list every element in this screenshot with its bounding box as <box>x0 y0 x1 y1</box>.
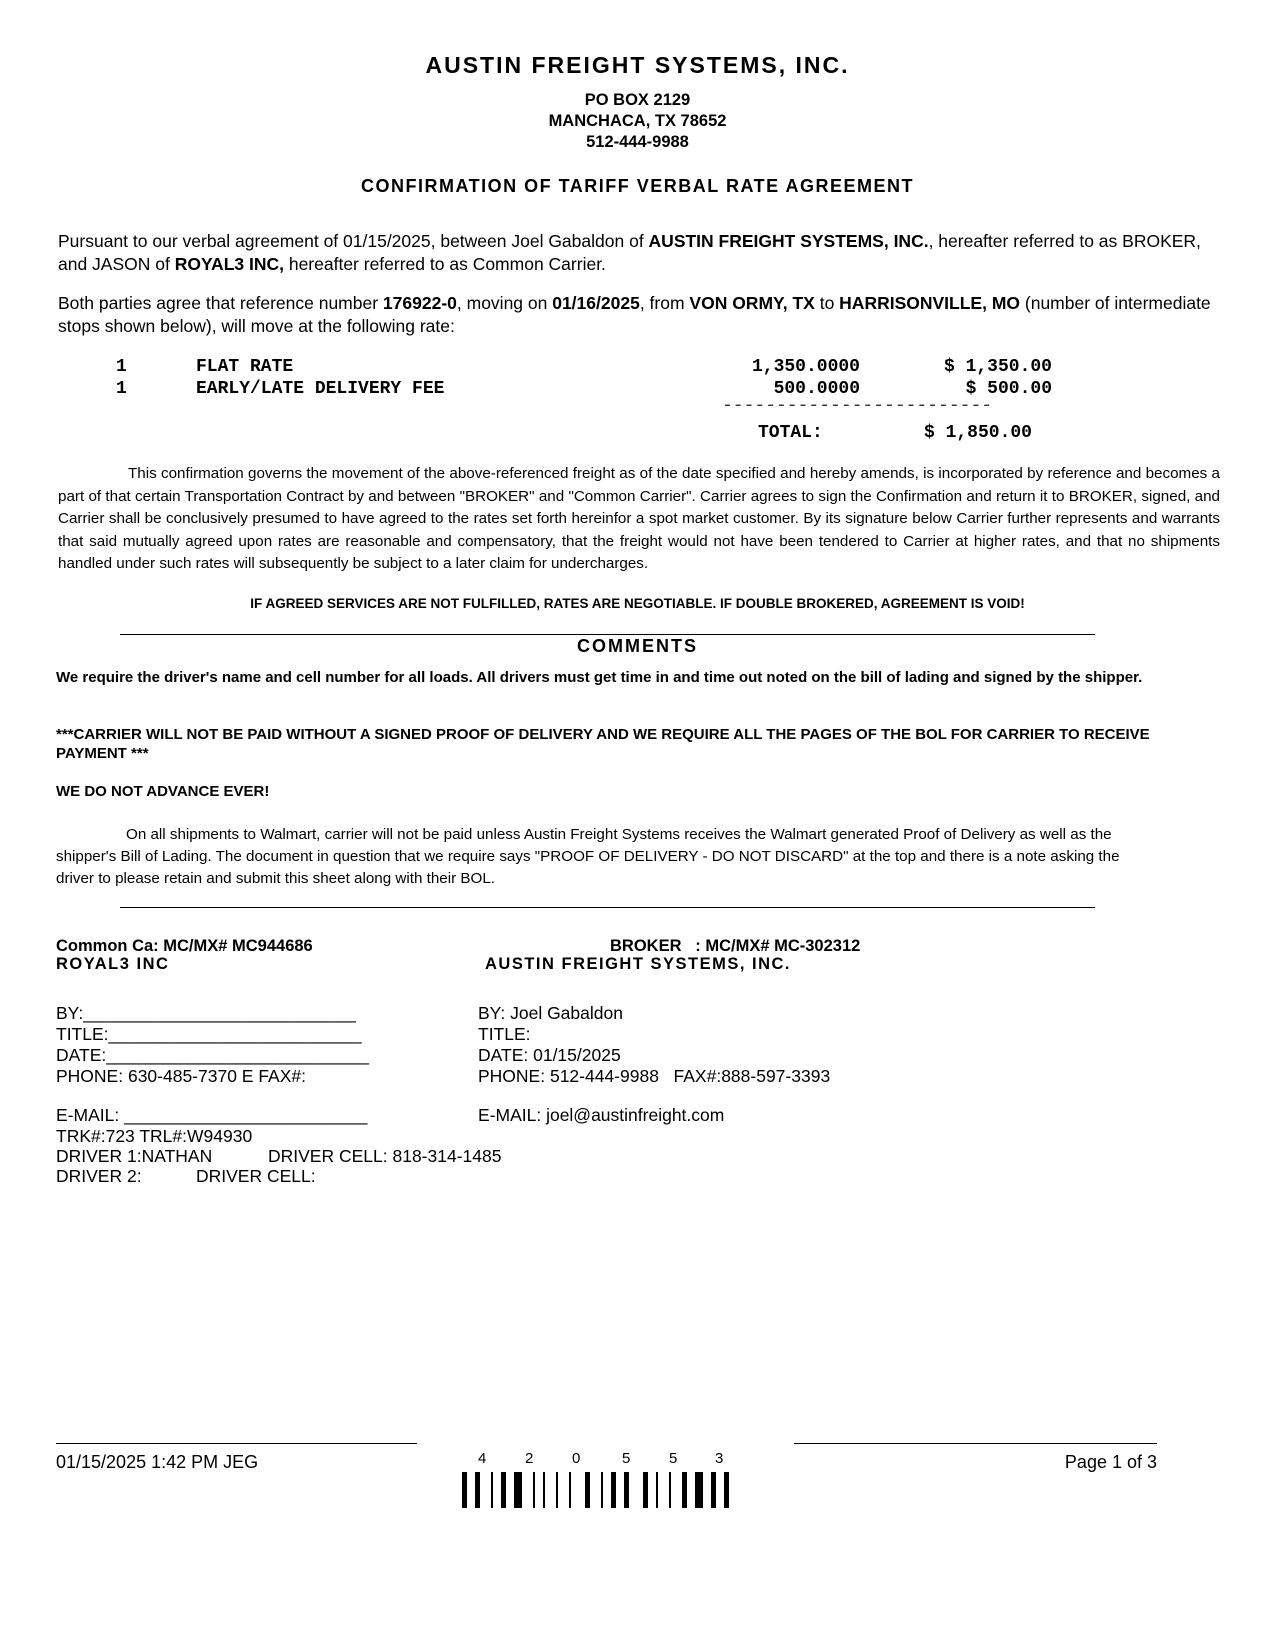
barcode-bar <box>643 1472 648 1508</box>
broker-phone-fax: PHONE: 512-444-9988 FAX#:888-597-3393 <box>478 1066 831 1086</box>
rate-table <box>0 357 1275 447</box>
city-state-zip: MANCHACA, TX 78652 <box>548 112 727 130</box>
carrier-mc-number: Common Ca: MC/MX# MC944686 <box>56 937 313 955</box>
shipment-paragraph <box>58 292 1218 338</box>
shipment-text: Both parties agree that reference number <box>58 293 383 313</box>
broker-mc-number: BROKER : MC/MX# MC-302312 <box>610 937 861 955</box>
barcode-bar <box>533 1472 535 1508</box>
barcode-bar <box>711 1472 716 1508</box>
barcode-bar <box>462 1472 467 1508</box>
barcode-bars <box>462 1472 748 1508</box>
agreement-text: , hereafter referred to as BROKER, and JASON of <box>58 231 1201 274</box>
divider <box>120 634 1095 635</box>
barcode-bar <box>514 1472 522 1508</box>
barcode-bar <box>724 1472 729 1508</box>
broker-name-inline: AUSTIN FREIGHT SYSTEMS, INC. <box>648 231 929 251</box>
broker-email: E-MAIL: joel@austinfreight.com <box>478 1105 725 1125</box>
terms-paragraph: This confirmation governs the movement of the above-referenced freight as of the date specified and hereby amends, is incorporated by reference and becomes a part of that certain Transportation Contract by and between "BROKER" and "Common Carrier". Carrier agrees to sign the Confirmation and return it to BROKER, signed, and Carrier shall be conclusively presumed to have agreed to the rates set forth hereinfor a spot market customer. By its signature below Carrier further represents and warrants that said mutually agreed upon rates are reasonable and compensatory, that the freight would not have been tendered to Carrier at higher rates, and that no shipments handled under such rates will subsequently be subject to a later claim for undercharges. <box>58 465 1220 572</box>
broker-date: DATE: 01/15/2025 <box>478 1045 621 1065</box>
shipment-text: to <box>814 293 840 313</box>
footer-rule-left <box>56 1443 417 1444</box>
comments-title: COMMENTS <box>577 636 698 656</box>
terms-warning: IF AGREED SERVICES ARE NOT FULFILLED, RATES ARE NEGOTIABLE. IF DOUBLE BROKERED, AGREEMENT IS VOID! <box>250 596 1025 611</box>
driver-1-name: DRIVER 1:NATHAN <box>56 1146 213 1166</box>
driver-1-cell: DRIVER CELL: 818-314-1485 <box>268 1146 502 1166</box>
agreement-text: hereafter referred to as Common Carrier. <box>283 254 606 274</box>
broker-by: BY: Joel Gabaldon <box>478 1003 623 1023</box>
barcode <box>462 1450 748 1510</box>
total-amount: $ 1,850.00 <box>923 423 1032 443</box>
barcode-bar <box>656 1472 658 1508</box>
print-timestamp: 01/15/2025 1:42 PM JEG <box>56 1452 259 1472</box>
carrier-name: ROYAL3 INC <box>56 955 170 973</box>
rate-description: FLAT RATE <box>196 357 294 377</box>
barcode-bar <box>501 1472 506 1508</box>
barcode-bar <box>491 1472 493 1508</box>
truck-trailer-numbers: TRK#:723 TRL#:W94930 <box>56 1126 253 1146</box>
agreement-paragraph <box>58 230 1218 276</box>
carrier-name-inline: ROYAL3 INC, <box>174 254 284 274</box>
barcode-bar <box>611 1472 616 1508</box>
broker-title: TITLE: <box>478 1024 531 1044</box>
carrier-title-field[interactable]: TITLE:__________________________ <box>56 1024 362 1044</box>
divider <box>120 907 1095 908</box>
barcode-bar <box>682 1472 687 1508</box>
carrier-by-field[interactable]: BY:____________________________ <box>56 1003 356 1023</box>
comment-no-advance: WE DO NOT ADVANCE EVER! <box>56 783 270 800</box>
barcode-bar <box>556 1472 558 1508</box>
carrier-email-field[interactable]: E-MAIL: _________________________ <box>56 1105 368 1125</box>
company-name: AUSTIN FREIGHT SYSTEMS, INC. <box>425 52 850 78</box>
broker-name: AUSTIN FREIGHT SYSTEMS, INC. <box>485 955 792 973</box>
comment-proof-of-delivery: ***CARRIER WILL NOT BE PAID WITHOUT A SIGNED PROOF OF DELIVERY AND WE REQUIRE ALL THE PAGES OF THE BOL FOR CARRIER TO RECEIVE PAYMENT *** <box>56 726 1150 762</box>
carrier-phone: PHONE: 630-485-7370 E FAX#: <box>56 1066 306 1086</box>
barcode-digit: 2 <box>525 1450 534 1467</box>
shipment-text: , moving on <box>456 293 553 313</box>
footer-rule-right <box>794 1443 1157 1444</box>
comment-walmart: On all shipments to Walmart, carrier will not be paid unless Austin Freight Systems receives the Walmart generated Proof of Delivery as well as the shipper's Bill of Lading. The document in question that we require says "PROOF OF DELIVERY - DO NOT DISCARD" at the top and there is a note asking the driver to please retain and submit this sheet along with their BOL. <box>56 826 1120 887</box>
comment-driver-info: We require the driver's name and cell number for all loads. All drivers must get time in and time out noted on the bill of lading and signed by the shipper. <box>56 669 1143 686</box>
document-title: CONFIRMATION OF TARIFF VERBAL RATE AGREEMENT <box>361 176 914 196</box>
barcode-digit: 3 <box>715 1450 724 1467</box>
barcode-bar <box>585 1472 590 1508</box>
rate-qty: 1 <box>116 379 127 399</box>
reference-number: 176922-0 <box>382 293 457 313</box>
barcode-bar <box>695 1472 703 1508</box>
barcode-digit: 5 <box>669 1450 678 1467</box>
rate-qty: 1 <box>116 357 127 377</box>
barcode-bar <box>543 1472 545 1508</box>
rate-value: 1,350.0000 <box>751 357 860 377</box>
po-box: PO BOX 2129 <box>584 91 691 109</box>
page-number: Page 1 of 3 <box>1064 1452 1157 1472</box>
agreement-text: Pursuant to our verbal agreement of 01/15/2025, between Joel Gabaldon of <box>58 231 649 251</box>
barcode-digits <box>462 1450 748 1466</box>
rate-amount: $ 1,350.00 <box>943 357 1052 377</box>
rate-value: 500.0000 <box>773 379 860 399</box>
barcode-bar <box>569 1472 571 1508</box>
barcode-bar <box>669 1472 671 1508</box>
barcode-digit: 5 <box>622 1450 631 1467</box>
barcode-digit: 0 <box>572 1450 581 1467</box>
barcode-bar <box>601 1472 603 1508</box>
total-separator: ------------------------- <box>722 396 993 416</box>
company-phone: 512-444-9988 <box>586 133 689 151</box>
driver-2-name: DRIVER 2: <box>56 1166 142 1186</box>
rate-amount: $ 500.00 <box>965 379 1052 399</box>
ship-date: 01/16/2025 <box>552 293 640 313</box>
driver-2-cell: DRIVER CELL: <box>196 1166 316 1186</box>
rate-description: EARLY/LATE DELIVERY FEE <box>196 379 445 399</box>
carrier-date-field[interactable]: DATE:___________________________ <box>56 1045 370 1065</box>
barcode-bar <box>475 1472 480 1508</box>
shipment-text: (number of intermediate stops shown below), will move at the following rate: <box>58 293 1211 336</box>
shipment-text: , from <box>639 293 690 313</box>
destination: HARRISONVILLE, MO <box>839 293 1021 313</box>
barcode-digit: 4 <box>478 1450 487 1467</box>
total-label: TOTAL: <box>758 423 823 443</box>
barcode-bar <box>624 1472 629 1508</box>
origin: VON ORMY, TX <box>689 293 815 313</box>
